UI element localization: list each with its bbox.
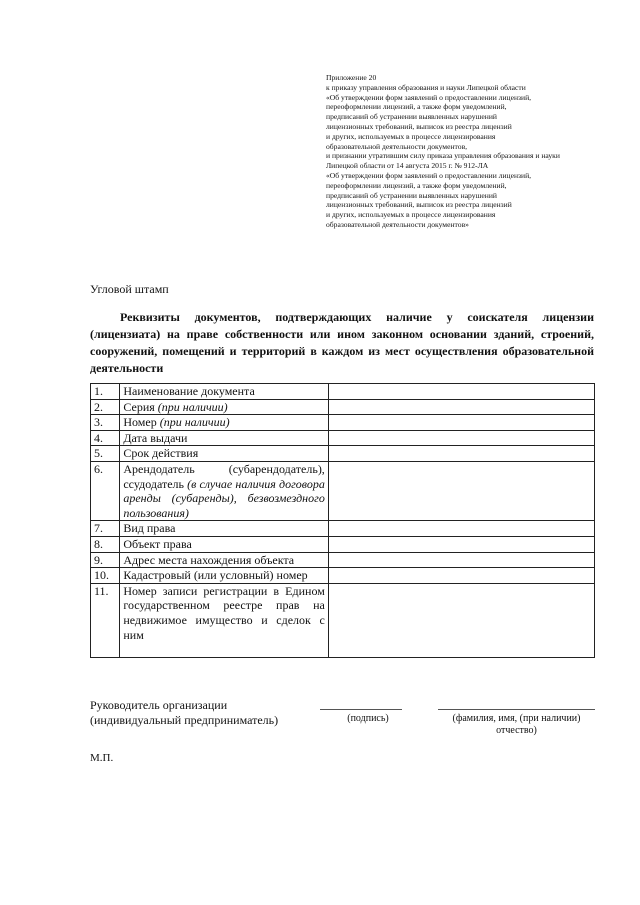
- row-label-text: Объект права: [123, 536, 192, 551]
- row-label-note: (при наличии): [157, 399, 228, 414]
- row-number: 2.: [91, 399, 120, 415]
- row-value-cell: [328, 415, 594, 431]
- appendix-line: и других, используемых в процессе лицензирования: [326, 131, 496, 141]
- row-value-cell: [328, 430, 594, 446]
- appendix-line: к приказу управления образования и науки Липецкой области: [326, 82, 526, 92]
- appendix-line: переоформлении лицензий, а также форм уведомлений,: [326, 102, 507, 112]
- table-row: [91, 384, 595, 400]
- row-value-cell: [328, 521, 594, 537]
- row-label: [120, 521, 328, 537]
- row-number: 7.: [91, 521, 120, 537]
- name-line: [438, 709, 595, 710]
- row-label: [120, 552, 328, 568]
- row-label: [120, 430, 328, 446]
- appendix-line: и других, используемых в процессе лицензирования: [326, 210, 496, 220]
- table-row: [91, 521, 595, 537]
- signature-line: [320, 709, 402, 710]
- row-label: [120, 583, 328, 657]
- row-number: 6.: [91, 461, 120, 520]
- table-row: [91, 536, 595, 552]
- stamp-place-label: М.П.: [90, 752, 114, 764]
- row-value-cell: [328, 399, 594, 415]
- row-number: 8.: [91, 536, 120, 552]
- row-value-cell: [328, 461, 594, 520]
- appendix-line: предписаний об устранении выявленных нарушений: [326, 112, 497, 122]
- row-value-cell: [328, 446, 594, 462]
- signatory-title-line1: Руководитель организации: [90, 698, 228, 712]
- document-title: Реквизиты документов, подтверждающих наличие у соискателя лицензии (лицензиата) на праве собственности или ином законном основании зданий, строений, сооружений, помещений и территорий в каждом из мест осуществления образовательной деятельности: [90, 310, 594, 375]
- table-row: [91, 461, 595, 520]
- row-number: 1.: [91, 384, 120, 400]
- row-label: [120, 536, 328, 552]
- signatory-title-line2: (индивидуальный предприниматель): [90, 713, 279, 727]
- appendix-line: переоформлении лицензий, а также форм уведомлений,: [326, 180, 507, 190]
- row-label-text: Номер записи регистрации в Едином государственном реестре прав на недвижимое имущество и сделок с ним: [123, 583, 325, 642]
- row-label: [120, 446, 328, 462]
- row-label-text: Номер: [123, 415, 160, 430]
- appendix-line: «Об утверждении форм заявлений о предоставлении лицензий,: [326, 92, 532, 102]
- row-number: 10.: [91, 568, 120, 584]
- name-caption-line2: отчество): [496, 725, 537, 736]
- appendix-line: образовательной деятельности документов»: [326, 219, 469, 229]
- appendix-line: Липецкой области от 14 августа 2015 г. № 912-ЛА: [326, 161, 489, 171]
- corner-stamp-label: Угловой штамп: [90, 282, 169, 296]
- row-number: 4.: [91, 430, 120, 446]
- row-label-text: Арендодатель (субарендодатель), ссудодатель: [123, 461, 325, 491]
- appendix-line: предписаний об устранении выявленных нарушений: [326, 190, 497, 200]
- row-label: [120, 461, 328, 520]
- table-row: [91, 552, 595, 568]
- row-number: 5.: [91, 446, 120, 462]
- name-caption: [434, 713, 599, 737]
- table-row: [91, 399, 595, 415]
- row-value-cell: [328, 552, 594, 568]
- row-label: [120, 399, 328, 415]
- row-label-note: (при наличии): [159, 415, 230, 430]
- appendix-block: [326, 73, 626, 230]
- row-label-text: Срок действия: [123, 446, 199, 461]
- row-label: [120, 384, 328, 400]
- table-row: [91, 583, 595, 657]
- row-value-cell: [328, 536, 594, 552]
- row-value-cell: [328, 384, 594, 400]
- row-label-text: Дата выдачи: [123, 430, 188, 445]
- appendix-line: Приложение 20: [326, 73, 377, 82]
- appendix-line: «Об утверждении форм заявлений о предоставлении лицензий,: [326, 170, 532, 180]
- table-row: [91, 415, 595, 431]
- row-number: 3.: [91, 415, 120, 431]
- row-label: [120, 415, 328, 431]
- appendix-line: лицензионных требований, выписок из реестра лицензий: [326, 200, 512, 210]
- table-row: [91, 568, 595, 584]
- signatory-title: [90, 698, 278, 728]
- row-label-text: Вид права: [123, 521, 176, 536]
- row-label-text: Адрес места нахождения объекта: [123, 552, 295, 567]
- table-row: [91, 446, 595, 462]
- row-value-cell: [328, 583, 594, 657]
- appendix-line: и признании утратившим силу приказа управления образования и науки: [326, 151, 560, 161]
- appendix-line: лицензионных требований, выписок из реестра лицензий: [326, 121, 512, 131]
- row-number: 11.: [91, 583, 120, 657]
- row-number: 9.: [91, 552, 120, 568]
- row-label-text: Наименование документа: [123, 384, 255, 398]
- row-label-note: (в случае наличия договора аренды (субаренды), безвозмездного пользования): [123, 476, 325, 520]
- requisites-table: [90, 383, 595, 658]
- row-label-text: Кадастровый (или условный) номер: [123, 568, 308, 583]
- row-value-cell: [328, 568, 594, 584]
- row-label-text: Серия: [123, 399, 158, 414]
- appendix-line: образовательной деятельности документов,: [326, 141, 468, 151]
- table-row: [91, 430, 595, 446]
- row-label: [120, 568, 328, 584]
- name-caption-line1: (фамилия, имя, (при наличии): [452, 713, 581, 724]
- signature-caption: (подпись): [347, 713, 389, 724]
